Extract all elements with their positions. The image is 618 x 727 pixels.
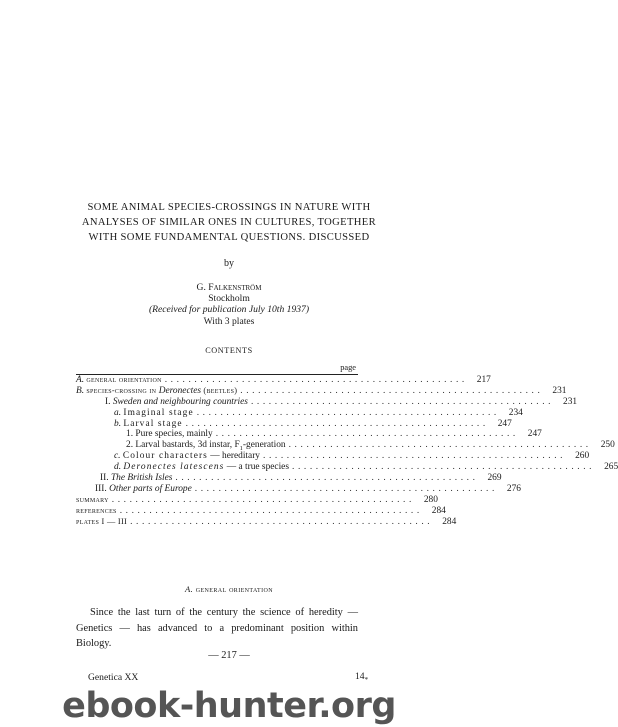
leader-dots: ................................................... [185, 418, 489, 429]
toc-entry[interactable]: 1. Pure species, mainly ................................................... 247 [126, 429, 542, 440]
toc-page: 269 [487, 473, 502, 484]
toc-page: 284 [442, 516, 457, 527]
byline: by [224, 258, 234, 269]
toc-entry[interactable]: a. Imaginal stage ................................................... 234 [114, 407, 523, 418]
section-heading: A. general orientation [184, 584, 273, 594]
author-block [0, 282, 458, 327]
author-initial: G. [196, 282, 209, 293]
page-column-label: page [340, 363, 356, 372]
toc-entry[interactable]: A. general orientation ................................................... 217 [76, 375, 491, 385]
toc-page: 247 [527, 429, 542, 440]
toc-page: 265 [604, 462, 618, 473]
leader-dots: ................................................... [194, 483, 498, 494]
toc-entry[interactable]: b. Larval stage ................................................... 247 [114, 418, 512, 429]
printer-signature: $14_*$ [355, 671, 369, 684]
toc-entry[interactable]: references ................................................... 284 [76, 505, 446, 516]
watermark-banner[interactable]: ebook-hunter.org [62, 686, 396, 726]
toc-page: 260 [575, 451, 590, 462]
leader-dots: ................................................... [292, 462, 596, 473]
leader-dots: ................................................... [215, 429, 519, 440]
leader-dots: ................................................... [164, 375, 468, 385]
author-place: Stockholm [208, 293, 250, 305]
toc-entry[interactable]: 2. Larval bastards, 3d instar, $F_1$-generation ................................................... 250 [126, 440, 615, 453]
leader-dots: ................................................... [240, 385, 544, 396]
toc-entry[interactable]: plates I — III ................................................... 284 [76, 516, 457, 527]
leader-dots: ................................................... [250, 396, 555, 407]
toc-entry[interactable]: c. Colour characters — hereditary ................................................... 260 [114, 451, 590, 462]
article-title [0, 200, 458, 245]
leader-dots: ................................................... [119, 505, 423, 516]
toc-entry[interactable]: I. Sweden and neighbouring countries ................................................... 231 [105, 396, 578, 407]
toc-page: 231 [563, 396, 578, 407]
leader-dots: ................................................... [263, 451, 567, 462]
title-line-1: SOME ANIMAL SPECIES-CROSSINGS IN NATURE WITH [87, 202, 371, 213]
toc-page: 217 [476, 375, 491, 385]
table-of-contents [76, 363, 618, 527]
contents-heading: CONTENTS [205, 346, 253, 355]
toc-page: 250 [600, 440, 615, 451]
toc-page: 231 [552, 385, 567, 396]
author-surname: Falkenström [208, 282, 262, 293]
received-date: (Received for publication July 10th 1937) [148, 304, 310, 316]
title-line-3: WITH SOME FUNDAMENTAL QUESTIONS. DISCUSSED [88, 232, 370, 243]
toc-page: 284 [431, 505, 446, 516]
toc-page: 247 [497, 418, 512, 429]
toc-page: 276 [506, 483, 521, 494]
toc-page: 234 [508, 407, 523, 418]
body-text [76, 605, 358, 652]
page-number: — 217 — [208, 650, 250, 661]
title-line-2: ANALYSES OF SIMILAR ONES IN CULTURES, TOGETHER [81, 217, 377, 228]
leader-dots: ................................................... [175, 473, 479, 484]
leader-dots: ................................................... [111, 494, 415, 505]
toc-entry[interactable]: III. Other parts of Europe ................................................... 276 [95, 483, 521, 494]
leader-dots: ................................................... [130, 516, 434, 527]
journal-name: Genetica XX [88, 672, 139, 683]
leader-dots: ................................................... [196, 407, 500, 418]
contents-rule [76, 374, 358, 375]
toc-entry[interactable]: II. The British Isles ................................................... 269 [100, 473, 502, 484]
toc-page: 280 [423, 494, 438, 505]
leader-dots: ................................................... [288, 440, 592, 451]
author-name [0, 282, 458, 293]
plates-note: With 3 plates [203, 315, 255, 327]
toc-entry[interactable]: summary ................................................... 280 [76, 494, 438, 505]
toc-entry[interactable]: B. species-crossing in Deronectes (beetles) ................................................... 231 [76, 385, 567, 396]
first-paragraph: Since the last turn of the century the science of heredity — Genetics — has advanced to a predominant position within Biology. [76, 607, 358, 649]
toc-entry[interactable]: d. Deronectes latescens — a true species ................................................... 265 [114, 462, 618, 473]
